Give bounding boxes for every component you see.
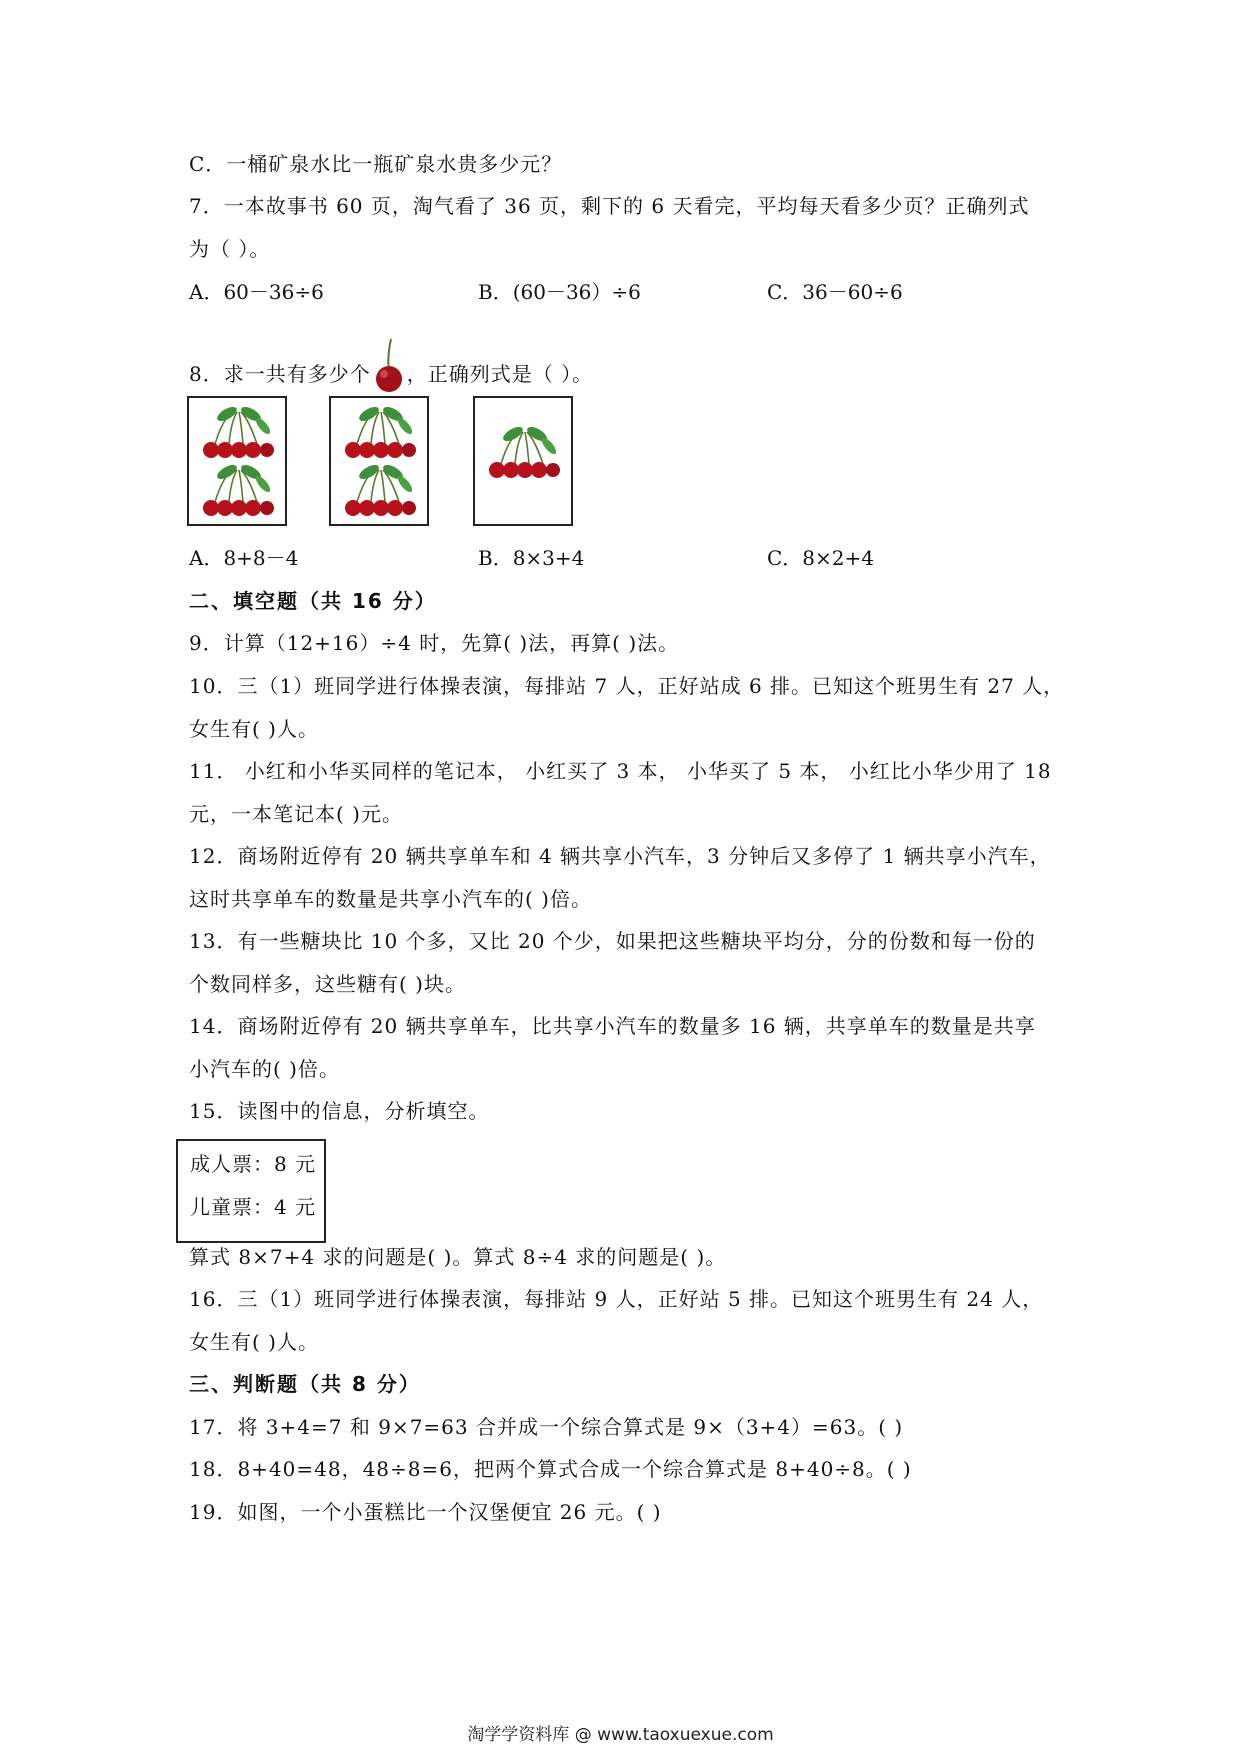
q8-option-a: A．8+8－4 (189, 546, 299, 570)
ticket-price-box (176, 1139, 326, 1243)
q10-text-line1: 10．三（1）班同学进行体操表演，每排站 7 人，正好站成 6 排。已知这个班男生有 27 人， (189, 674, 1065, 698)
footer-watermark: 淘学学资料库 @ www.taoxuexue.com (467, 1725, 774, 1745)
cherry-bunch-icon (331, 398, 427, 524)
adult-ticket-price: 成人票：8 元 (190, 1152, 317, 1176)
q18-text: 18．8+40=48，48÷8=6，把两个算式合成一个综合算式是 8+40÷8。( ) (189, 1457, 912, 1481)
q13-text-line1: 13．有一些糖块比 10 个多，又比 20 个少，如果把这些糖块平均分，分的份数和每一份的 (189, 929, 1036, 953)
q17-text: 17．将 3+4=7 和 9×7=63 合并成一个综合算式是 9×（3+4）=63。( ) (189, 1415, 904, 1439)
cherry-bunch-icon (475, 398, 571, 524)
q15-intro: 15．读图中的信息，分析填空。 (189, 1099, 490, 1123)
q9-text: 9．计算（12+16）÷4 时，先算( )法，再算( )法。 (189, 631, 680, 655)
cherry-icon (371, 337, 407, 395)
q12-text-line1: 12．商场附近停有 20 辆共享单车和 4 辆共享小汽车，3 分钟后又多停了 1 辆共享小汽车， (189, 844, 1051, 868)
q7-text-line1: 7．一本故事书 60 页，淘气看了 36 页，剩下的 6 天看完，平均每天看多少页？正确列式 (189, 194, 1030, 218)
q6-option-c: C．一桶矿泉水比一瓶矿泉水贵多少元？ (189, 152, 563, 176)
section2-title: 二、填空题（共 16 分） (189, 589, 437, 613)
q8-text-before: 8．求一共有多少个 (189, 362, 371, 386)
q10-text-line2: 女生有( )人。 (189, 717, 319, 741)
q16-text-line2: 女生有( )人。 (189, 1330, 319, 1354)
cherry-picture-box-2 (329, 396, 429, 526)
q7-option-b: B．(60－36）÷6 (478, 280, 641, 304)
q16-text-line1: 16．三（1）班同学进行体操表演，每排站 9 人，正好站 5 排。已知这个班男生有 24 人， (189, 1287, 1044, 1311)
q11-text-line2: 元，一本笔记本( )元。 (189, 802, 403, 826)
q19-text: 19．如图，一个小蛋糕比一个汉堡便宜 26 元。( ) (189, 1500, 662, 1524)
section3-title: 三、判断题（共 8 分） (189, 1372, 421, 1396)
cherry-picture-box-1 (187, 396, 287, 526)
q8-option-c: C．8×2+4 (767, 546, 874, 570)
q12-text-line2: 这时共享单车的数量是共享小汽车的( )倍。 (189, 887, 592, 911)
cherry-bunch-icon (189, 398, 285, 524)
q14-text-line2: 小汽车的( )倍。 (189, 1057, 340, 1081)
q8-text-after: ，正确列式是（ ）。 (406, 362, 594, 386)
q8-option-b: B．8×3+4 (478, 546, 585, 570)
q8-question (189, 337, 593, 395)
q14-text-line1: 14．商场附近停有 20 辆共享单车，比共享小汽车的数量多 16 辆，共享单车的数量是共享 (189, 1014, 1036, 1038)
cherry-picture-box-3 (473, 396, 573, 526)
q7-text-line2: 为（ ）。 (189, 237, 271, 261)
q15-question: 算式 8×7+4 求的问题是( )。算式 8÷4 求的问题是( )。 (189, 1245, 727, 1269)
q7-option-c: C．36－60÷6 (767, 280, 903, 304)
q13-text-line2: 个数同样多，这些糖有( )块。 (189, 972, 466, 996)
q7-option-a: A．60－36÷6 (189, 280, 324, 304)
q11-text-line1: 11． 小红和小华买同样的笔记本， 小红买了 3 本， 小华买了 5 本， 小红比小华少用了 18 (189, 759, 1052, 783)
child-ticket-price: 儿童票：4 元 (190, 1195, 317, 1219)
